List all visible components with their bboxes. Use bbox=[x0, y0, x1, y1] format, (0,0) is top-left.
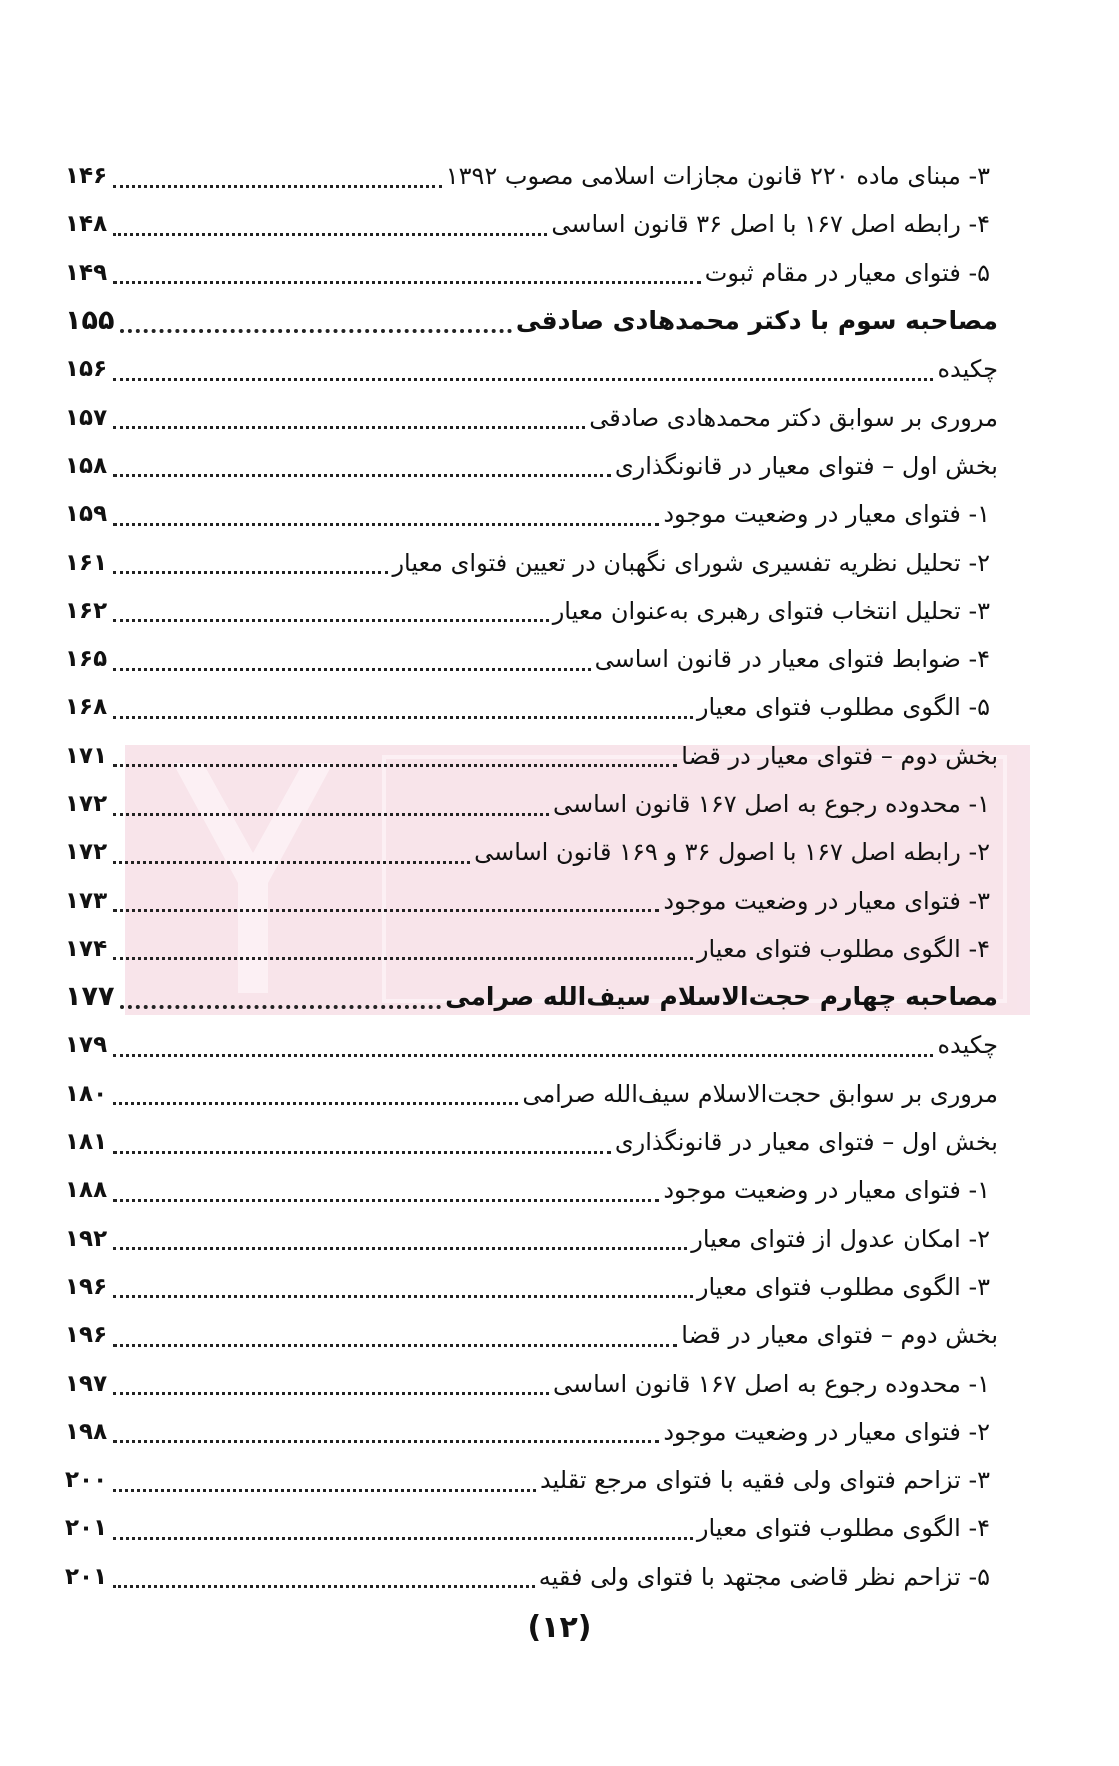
toc-entry-page: ۱۸۱ bbox=[65, 1129, 108, 1156]
toc-entry-title: ۲- تحلیل نظریه تفسیری شورای نگهبان در تعیین فتوای معیار bbox=[392, 548, 990, 577]
toc-entry bbox=[65, 876, 1020, 924]
toc-entry bbox=[65, 1553, 1020, 1601]
toc-entry-page: ۱۶۲ bbox=[65, 597, 108, 624]
toc-entry-title: ۴- الگوی مطلوب فتوای معیار bbox=[696, 934, 990, 963]
toc-entry-title: ۱- محدوده رجوع به اصل ۱۶۷ قانون اساسی bbox=[552, 1369, 990, 1398]
dot-leader bbox=[113, 1295, 693, 1298]
toc-entry bbox=[65, 1118, 1020, 1166]
dot-leader bbox=[113, 523, 659, 526]
toc-entry bbox=[65, 249, 1020, 297]
toc-entry-page: ۱۴۶ bbox=[65, 163, 108, 190]
dot-leader bbox=[113, 1344, 677, 1347]
toc-entry-page: ۱۵۷ bbox=[65, 404, 108, 431]
toc-entry bbox=[65, 828, 1020, 876]
toc-entry-page: ۱۷۷ bbox=[65, 981, 115, 1013]
toc-entry bbox=[65, 345, 1020, 393]
toc-entry-page: ۱۹۲ bbox=[65, 1225, 108, 1252]
toc-entry bbox=[65, 1070, 1020, 1118]
toc-entry-title: بخش اول – فتوای معیار در قانونگذاری bbox=[614, 451, 998, 480]
toc-entry bbox=[65, 538, 1020, 586]
toc-entry bbox=[65, 1263, 1020, 1311]
dot-leader bbox=[113, 1585, 535, 1588]
toc-entry-page: ۱۶۸ bbox=[65, 694, 108, 721]
toc-entry bbox=[65, 1408, 1020, 1456]
toc-entry-page: ۱۷۳ bbox=[65, 887, 108, 914]
dot-leader bbox=[113, 909, 659, 912]
toc-entry bbox=[65, 732, 1020, 780]
toc-entry bbox=[65, 1504, 1020, 1552]
toc-entry-title: ۲- فتوای معیار در وضعیت موجود bbox=[663, 1417, 990, 1446]
toc-entry bbox=[65, 1456, 1020, 1504]
toc-entry bbox=[65, 925, 1020, 973]
toc-entry-title: ۳- فتوای معیار در وضعیت موجود bbox=[663, 886, 990, 915]
toc-entry-title: ۳- تحلیل انتخاب فتوای رهبری به‌عنوان معیار bbox=[552, 596, 990, 625]
toc-chapter-heading bbox=[65, 973, 1020, 1021]
toc-entry-title: مروری بر سوابق دکتر محمدهادی صادقی bbox=[589, 403, 998, 432]
dot-leader bbox=[113, 1247, 687, 1250]
toc-entry-page: ۱۹۶ bbox=[65, 1322, 108, 1349]
dot-leader bbox=[113, 1102, 518, 1105]
dot-leader bbox=[113, 619, 549, 622]
dot-leader bbox=[113, 474, 611, 477]
toc-entry-page: ۱۵۹ bbox=[65, 501, 108, 528]
toc-entry-page: ۱۷۲ bbox=[65, 791, 108, 817]
toc-entry-title: ۳- مبنای ماده ۲۲۰ قانون مجازات اسلامی مصوب ۱۳۹۲ bbox=[445, 162, 990, 191]
toc-entry-title: ۳- تزاحم فتوای ولی فقیه با فتوای مرجع تقلید bbox=[539, 1466, 990, 1495]
toc-entry-title: ۴- رابطه اصل ۱۶۷ با اصل ۳۶ قانون اساسی bbox=[551, 210, 990, 239]
toc-entry-page: ۲۰۱ bbox=[65, 1563, 108, 1590]
toc-entry bbox=[65, 490, 1020, 538]
dot-leader bbox=[113, 813, 549, 816]
toc-entry bbox=[65, 1311, 1020, 1359]
toc-entry-title: بخش دوم – فتوای معیار در قضا bbox=[681, 741, 998, 770]
toc-entry-page: ۱۶۱ bbox=[65, 549, 108, 576]
toc-entry-page: ۲۰۱ bbox=[65, 1515, 108, 1542]
dot-leader bbox=[113, 1054, 933, 1057]
toc-entry bbox=[65, 393, 1020, 441]
toc-entry-page: ۱۵۵ bbox=[65, 305, 115, 337]
toc-entry bbox=[65, 152, 1020, 200]
toc-entry-title: مروری بر سوابق حجت‌الاسلام سیف‌الله صرامی bbox=[522, 1079, 998, 1108]
dot-leader bbox=[113, 426, 585, 429]
toc-entry bbox=[65, 1215, 1020, 1263]
dot-leader bbox=[120, 329, 511, 333]
toc-entry bbox=[65, 587, 1020, 635]
toc-entry-title: چکیده bbox=[937, 1031, 998, 1060]
toc-entry-title: ۴- الگوی مطلوب فتوای معیار bbox=[696, 1514, 990, 1543]
dot-leader bbox=[113, 1440, 659, 1443]
dot-leader bbox=[113, 957, 693, 960]
toc-entry-title: ۱- فتوای معیار در وضعیت موجود bbox=[663, 500, 990, 529]
toc-entry bbox=[65, 1359, 1020, 1407]
toc-entry-title: ۵- فتوای معیار در مقام ثبوت bbox=[704, 258, 990, 287]
dot-leader bbox=[113, 1392, 549, 1395]
dot-leader bbox=[113, 281, 701, 284]
toc-entry bbox=[65, 200, 1020, 248]
toc-entry bbox=[65, 683, 1020, 731]
toc-entry bbox=[65, 442, 1020, 490]
toc-entry-title: ۳- الگوی مطلوب فتوای معیار bbox=[696, 1272, 990, 1301]
toc-entry-page: ۱۹۶ bbox=[65, 1273, 108, 1300]
toc-entry bbox=[65, 635, 1020, 683]
toc-entry-page: ۱۷۹ bbox=[65, 1032, 108, 1059]
dot-leader bbox=[113, 668, 591, 671]
toc-entry-page: ۱۴۹ bbox=[65, 259, 108, 286]
dot-leader bbox=[113, 861, 470, 864]
dot-leader bbox=[113, 716, 693, 719]
dot-leader bbox=[113, 233, 547, 236]
toc-entry-page: ۱۷۲ bbox=[65, 839, 108, 866]
dot-leader bbox=[113, 1151, 611, 1154]
page-number: (۱۲) bbox=[527, 1610, 592, 1645]
dot-leader bbox=[113, 1199, 659, 1202]
toc-entry-page: ۱۸۰ bbox=[65, 1080, 108, 1107]
toc-entry-title: ۱- محدوده رجوع به اصل ۱۶۷ قانون اساسی bbox=[552, 790, 990, 818]
toc-entry-title: ۴- ضوابط فتوای معیار در قانون اساسی bbox=[594, 645, 990, 674]
toc-entry-page: ۱۵۸ bbox=[65, 452, 108, 479]
toc-entry-title: مصاحبه چهارم حجت‌الاسلام سیف‌الله صرامی bbox=[445, 982, 998, 1012]
dot-leader bbox=[113, 1537, 693, 1540]
toc-entry bbox=[65, 1166, 1020, 1214]
toc-entry-page: ۱۹۷ bbox=[65, 1370, 108, 1397]
toc-entry bbox=[65, 780, 1020, 828]
toc-entry-page: ۱۸۸ bbox=[65, 1177, 108, 1204]
toc-entry-page: ۲۰۰ bbox=[65, 1467, 108, 1494]
toc-entry bbox=[65, 1021, 1020, 1069]
toc-entry-page: ۱۷۱ bbox=[65, 742, 108, 769]
toc-chapter-heading bbox=[65, 297, 1020, 345]
toc-entry-title: بخش اول – فتوای معیار در قانونگذاری bbox=[614, 1128, 998, 1157]
dot-leader bbox=[113, 185, 442, 188]
toc-entry-title: ۵- تزاحم نظر قاضی مجتهد با فتوای ولی فقیه bbox=[538, 1562, 990, 1591]
toc-entry-title: ۲- امکان عدول از فتوای معیار bbox=[691, 1224, 990, 1253]
toc-entry-title: ۱- فتوای معیار در وضعیت موجود bbox=[663, 1176, 990, 1205]
toc-entry-title: ۲- رابطه اصل ۱۶۷ با اصول ۳۶ و ۱۶۹ قانون اساسی bbox=[474, 838, 990, 867]
dot-leader bbox=[113, 378, 933, 381]
dot-leader bbox=[113, 1489, 536, 1492]
toc-entry-page: ۱۶۵ bbox=[65, 646, 108, 673]
table-of-contents bbox=[65, 152, 1020, 1601]
toc-entry-title: بخش دوم – فتوای معیار در قضا bbox=[681, 1321, 998, 1350]
dot-leader bbox=[120, 1005, 441, 1009]
toc-entry-page: ۱۹۸ bbox=[65, 1418, 108, 1445]
toc-entry-page: ۱۵۶ bbox=[65, 356, 108, 383]
dot-leader bbox=[113, 571, 388, 574]
toc-entry-title: چکیده bbox=[937, 355, 998, 384]
dot-leader bbox=[113, 764, 677, 767]
toc-entry-title: ۵- الگوی مطلوب فتوای معیار bbox=[696, 693, 990, 722]
toc-entry-page: ۱۴۸ bbox=[65, 211, 108, 238]
toc-entry-title: مصاحبه سوم با دکتر محمدهادی صادقی bbox=[515, 306, 998, 336]
toc-entry-page: ۱۷۴ bbox=[65, 935, 108, 962]
